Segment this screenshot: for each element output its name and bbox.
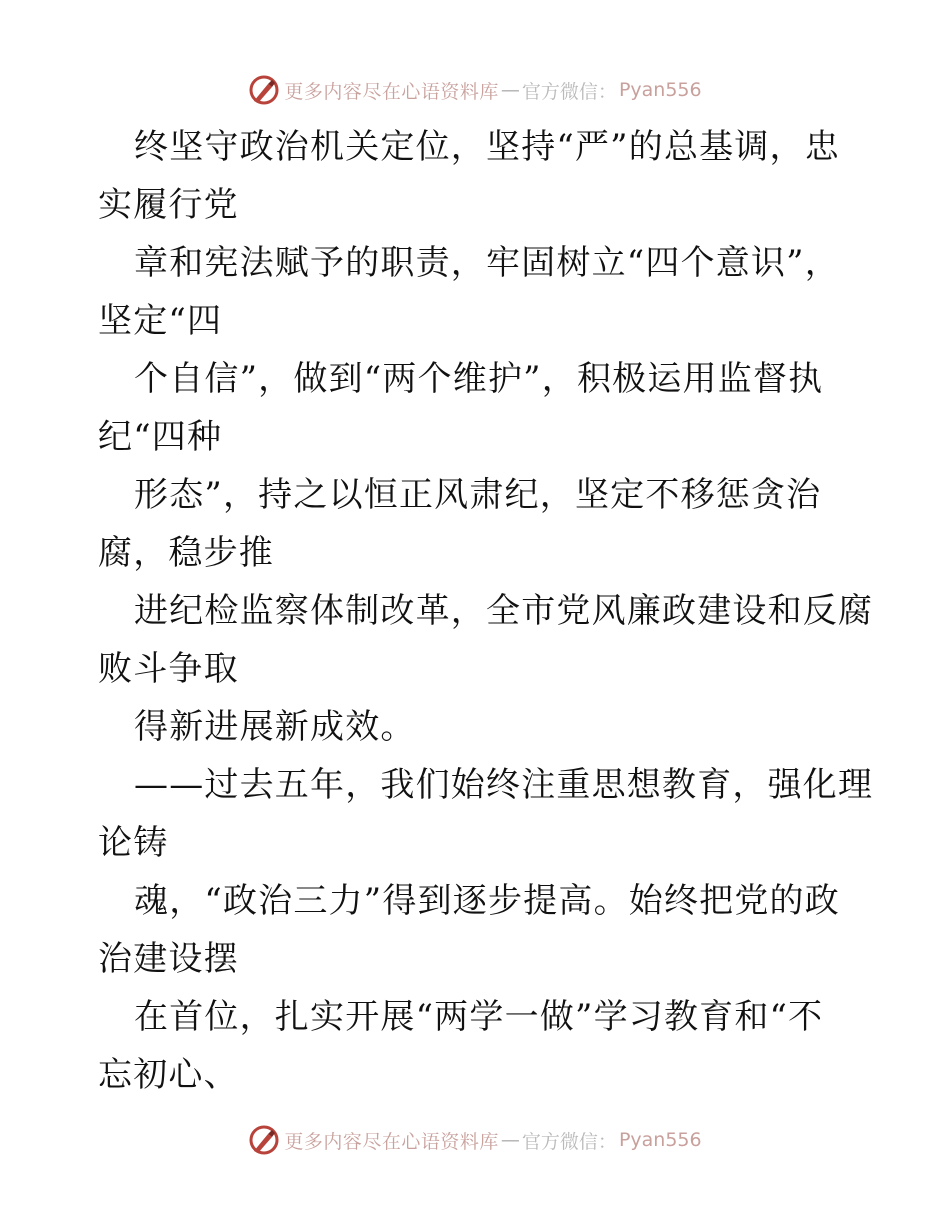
text-line: 章和宪法赋予的职责，牢固树立“四个意识”， bbox=[134, 243, 840, 283]
text-line: ——过去五年，我们始终注重思想教育，强化理 bbox=[134, 765, 874, 805]
text-line: 形态”，持之以恒正风肃纪，坚定不移惩贪治 bbox=[134, 475, 822, 515]
wechat-id: Pyan556 bbox=[618, 1129, 702, 1151]
text-line: 个自信”，做到“两个维护”，积极运用监督执 bbox=[134, 359, 824, 399]
banner-dash: — bbox=[500, 79, 520, 101]
text-line: 实履行党 bbox=[98, 185, 239, 225]
text-line: 忘初心、 bbox=[98, 1055, 239, 1095]
promo-text: 更多内容尽在心语资料库 bbox=[284, 1130, 499, 1153]
wechat-label: 官方微信： bbox=[521, 80, 617, 103]
text-line: 终坚守政治机关定位，坚持“严”的总基调，忠 bbox=[134, 127, 840, 167]
wechat-id: Pyan556 bbox=[618, 79, 702, 101]
text-line: 败斗争取 bbox=[98, 649, 239, 689]
banner-dash: — bbox=[500, 1129, 520, 1151]
text-line: 得新进展新成效。 bbox=[134, 707, 416, 747]
text-line: 治建设摆 bbox=[98, 939, 239, 979]
document-body bbox=[98, 118, 874, 1104]
text-line: 论铸 bbox=[98, 823, 169, 863]
promo-text: 更多内容尽在心语资料库 bbox=[284, 80, 499, 103]
text-line: 在首位，扎实开展“两学一做”学习教育和“不 bbox=[134, 997, 824, 1037]
pen-logo-icon bbox=[248, 1124, 280, 1156]
text-line: 腐，稳步推 bbox=[98, 533, 274, 573]
wechat-label: 官方微信： bbox=[521, 1130, 617, 1153]
text-line: 纪“四种 bbox=[98, 417, 223, 457]
header-banner bbox=[0, 70, 950, 110]
footer-banner bbox=[0, 1120, 950, 1160]
text-line: 魂，“政治三力”得到逐步提高。始终把党的政 bbox=[134, 881, 840, 921]
pen-logo-icon bbox=[248, 74, 280, 106]
text-line: 进纪检监察体制改革，全市党风廉政建设和反腐 bbox=[134, 591, 874, 631]
text-line: 坚定“四 bbox=[98, 301, 223, 341]
